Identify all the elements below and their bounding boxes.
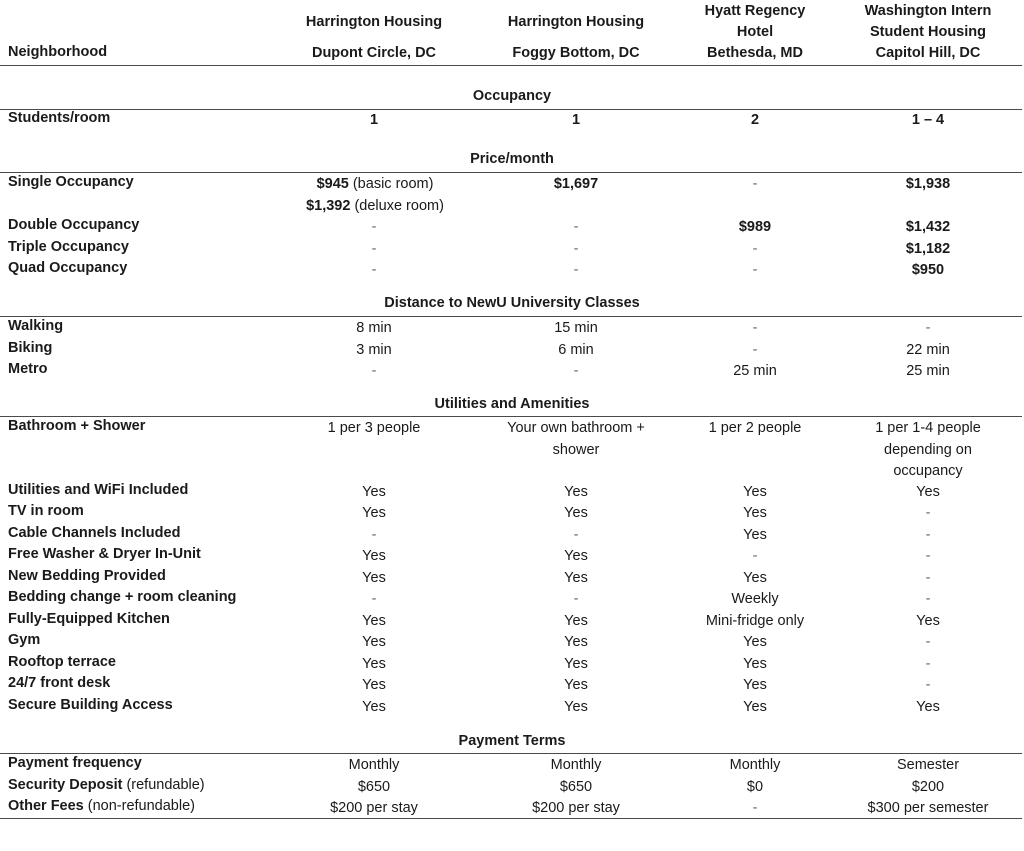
table-cell: Yes bbox=[743, 634, 767, 651]
table-cell: Yes bbox=[362, 698, 386, 715]
cell-line: Your own bathroom + bbox=[507, 420, 645, 436]
table-cell: - bbox=[925, 677, 931, 694]
table-cell: - bbox=[573, 526, 579, 543]
table-cell: 25 min bbox=[906, 363, 950, 379]
table-cell: - bbox=[371, 240, 377, 257]
table-cell: Yes bbox=[362, 655, 386, 672]
table-cell: Yes bbox=[916, 698, 940, 715]
cell-line: 1 per 1-4 people bbox=[875, 420, 981, 436]
table-cell: 22 min bbox=[906, 341, 950, 358]
table-header bbox=[0, 0, 1024, 66]
table-cell: Semester bbox=[896, 757, 960, 773]
table-cell: Monthly bbox=[729, 757, 781, 773]
column-header-1: Harrington Housing bbox=[305, 14, 443, 30]
table-cell: Yes bbox=[916, 612, 940, 629]
table-cell: - bbox=[371, 262, 377, 278]
table-cell: Weekly bbox=[731, 591, 779, 608]
column-header-2: Harrington Housing bbox=[507, 14, 645, 30]
table-cell: Yes bbox=[564, 677, 588, 694]
table-cell: 6 min bbox=[558, 341, 594, 358]
table-cell: Yes bbox=[743, 655, 767, 672]
neighborhood-1: Dupont Circle, DC bbox=[311, 45, 437, 61]
table-cell: Yes bbox=[564, 655, 588, 672]
table-cell: - bbox=[925, 655, 931, 672]
table-cell: 2 bbox=[750, 112, 760, 128]
row-label: Biking bbox=[8, 339, 53, 356]
table-cell: 15 min bbox=[554, 320, 598, 336]
section-title-amenities: Utilities and Amenities bbox=[434, 396, 590, 412]
table-cell: - bbox=[752, 341, 758, 358]
table-cell bbox=[476, 418, 676, 461]
neighborhood-label: Neighborhood bbox=[8, 44, 108, 60]
section-title-payment: Payment Terms bbox=[458, 733, 566, 749]
table-cell: Yes bbox=[743, 569, 767, 586]
table-cell: 1 bbox=[369, 112, 379, 128]
row-label: Metro bbox=[8, 361, 48, 377]
table-cell: $650 bbox=[357, 778, 391, 795]
row-label: Free Washer & Dryer In-Unit bbox=[8, 546, 201, 563]
table-cell: $200 bbox=[911, 778, 945, 795]
table-cell: - bbox=[752, 800, 758, 816]
table-cell bbox=[680, 418, 830, 440]
row-label: Bathroom + Shower bbox=[8, 418, 146, 434]
table-cell: Yes bbox=[362, 634, 386, 651]
divider-line bbox=[0, 65, 1022, 66]
table-cell: - bbox=[752, 240, 758, 257]
table-cell: - bbox=[371, 591, 377, 608]
row-label: Bedding change + room cleaning bbox=[8, 589, 237, 606]
table-cell: $300 per semester bbox=[867, 800, 989, 816]
table-cell: - bbox=[573, 240, 579, 257]
row-label: Triple Occupancy bbox=[8, 238, 129, 255]
table-cell: - bbox=[925, 569, 931, 586]
row-label: Double Occupancy bbox=[8, 217, 140, 233]
row-label: Gym bbox=[8, 632, 41, 649]
table-cell: Yes bbox=[564, 569, 588, 586]
table-cell bbox=[260, 174, 490, 217]
cell-line: 1 per 3 people bbox=[327, 420, 421, 436]
row-label: Walking bbox=[8, 318, 64, 334]
table-cell: - bbox=[925, 591, 931, 608]
section-title-price: Price/month bbox=[470, 151, 554, 167]
row-label: Fully-Equipped Kitchen bbox=[8, 610, 170, 627]
row-label: Payment frequency bbox=[8, 755, 142, 771]
table-cell bbox=[832, 418, 1024, 483]
table-cell: $1,697 bbox=[553, 176, 599, 192]
row-label: Secure Building Access bbox=[8, 696, 173, 713]
row-label: Quad Occupancy bbox=[8, 260, 128, 276]
table-cell: $650 bbox=[559, 778, 593, 795]
table-cell: $0 bbox=[746, 778, 764, 795]
table-cell: $1,182 bbox=[905, 240, 951, 257]
divider-line bbox=[0, 818, 1022, 819]
table-cell: Yes bbox=[564, 548, 588, 565]
row-label: TV in room bbox=[8, 503, 84, 520]
table-cell: - bbox=[925, 320, 931, 336]
row-label: Security Deposit (refundable) bbox=[8, 776, 205, 793]
column-header-3 bbox=[680, 1, 830, 43]
table-cell: - bbox=[371, 526, 377, 543]
section-title-distance: Distance to NewU University Classes bbox=[384, 295, 640, 311]
table-cell: Yes bbox=[564, 484, 588, 500]
neighborhood-4: Capitol Hill, DC bbox=[875, 45, 981, 61]
neighborhood-2: Foggy Bottom, DC bbox=[512, 45, 640, 61]
table-cell: - bbox=[925, 548, 931, 565]
table-cell: Yes bbox=[362, 612, 386, 629]
table-cell: 1 – 4 bbox=[911, 112, 945, 128]
table-cell: $200 per stay bbox=[532, 800, 620, 816]
table-cell: - bbox=[752, 262, 758, 278]
table-cell: Yes bbox=[743, 677, 767, 694]
divider-line bbox=[0, 172, 1022, 173]
divider-line bbox=[0, 753, 1022, 754]
table-cell: - bbox=[573, 591, 579, 608]
cell-line: shower bbox=[552, 441, 600, 458]
table-cell: Yes bbox=[362, 505, 386, 522]
table-cell: - bbox=[752, 320, 758, 336]
column-header-3-line-1: Hyatt Regency bbox=[704, 3, 806, 19]
table-cell: - bbox=[573, 363, 579, 379]
row-label: Students/room bbox=[8, 110, 111, 126]
price-deluxe-room: $1,392 (deluxe room) bbox=[306, 197, 444, 214]
table-cell: Yes bbox=[362, 569, 386, 586]
table-cell: - bbox=[752, 176, 758, 192]
price-basic-room: $945 (basic room) bbox=[316, 176, 434, 192]
table-cell: - bbox=[752, 548, 758, 565]
cell-line: depending on bbox=[884, 441, 972, 458]
divider-line bbox=[0, 316, 1022, 317]
table-cell: Monthly bbox=[348, 757, 400, 773]
table-cell: 1 bbox=[571, 112, 581, 128]
table-cell: Yes bbox=[564, 698, 588, 715]
table-cell: Yes bbox=[362, 677, 386, 694]
table-cell: - bbox=[371, 363, 377, 379]
table-cell: Yes bbox=[743, 698, 767, 715]
table-cell: - bbox=[371, 219, 377, 235]
table-cell: Yes bbox=[564, 612, 588, 629]
row-label: Utilities and WiFi Included bbox=[8, 482, 189, 498]
neighborhood-3: Bethesda, MD bbox=[707, 45, 803, 61]
table-cell: $950 bbox=[911, 262, 945, 278]
table-cell: Yes bbox=[743, 505, 767, 522]
table-cell: - bbox=[925, 505, 931, 522]
table-cell: $200 per stay bbox=[330, 800, 418, 816]
table-cell: Yes bbox=[564, 505, 588, 522]
row-label: Other Fees (non-refundable) bbox=[8, 798, 195, 814]
row-label: Single Occupancy bbox=[8, 174, 134, 190]
table-cell bbox=[274, 418, 474, 440]
table-cell: - bbox=[573, 219, 579, 235]
table-cell: - bbox=[573, 262, 579, 278]
column-header-4-line-2: Student Housing bbox=[870, 24, 986, 40]
table-cell: $989 bbox=[738, 219, 772, 235]
table-cell: 25 min bbox=[733, 363, 777, 379]
table-cell: 8 min bbox=[356, 320, 392, 336]
column-header-4-line-1: Washington Intern bbox=[864, 3, 992, 19]
row-label: 24/7 front desk bbox=[8, 675, 111, 692]
column-header-4 bbox=[832, 1, 1024, 43]
table-cell: Mini-fridge only bbox=[705, 612, 805, 629]
table-cell: 3 min bbox=[356, 341, 392, 358]
divider-line bbox=[0, 416, 1022, 417]
table-cell: - bbox=[925, 634, 931, 651]
column-header-3-line-2: Hotel bbox=[736, 24, 774, 40]
row-label: New Bedding Provided bbox=[8, 567, 166, 584]
table-cell: $1,432 bbox=[905, 219, 951, 235]
table-cell: - bbox=[925, 526, 931, 543]
row-label: Rooftop terrace bbox=[8, 653, 116, 670]
row-label: Cable Channels Included bbox=[8, 524, 181, 541]
table-cell: Yes bbox=[743, 526, 767, 543]
table-cell: Yes bbox=[362, 548, 386, 565]
table-cell: Yes bbox=[916, 484, 940, 500]
table-cell: Yes bbox=[362, 484, 386, 500]
table-cell: $1,938 bbox=[905, 176, 951, 192]
table-cell: Yes bbox=[743, 484, 767, 500]
table-cell: Yes bbox=[564, 634, 588, 651]
table-cell: Monthly bbox=[550, 757, 602, 773]
section-title-occupancy: Occupancy bbox=[472, 88, 552, 104]
cell-line: 1 per 2 people bbox=[708, 420, 802, 436]
cell-line: occupancy bbox=[893, 463, 963, 479]
